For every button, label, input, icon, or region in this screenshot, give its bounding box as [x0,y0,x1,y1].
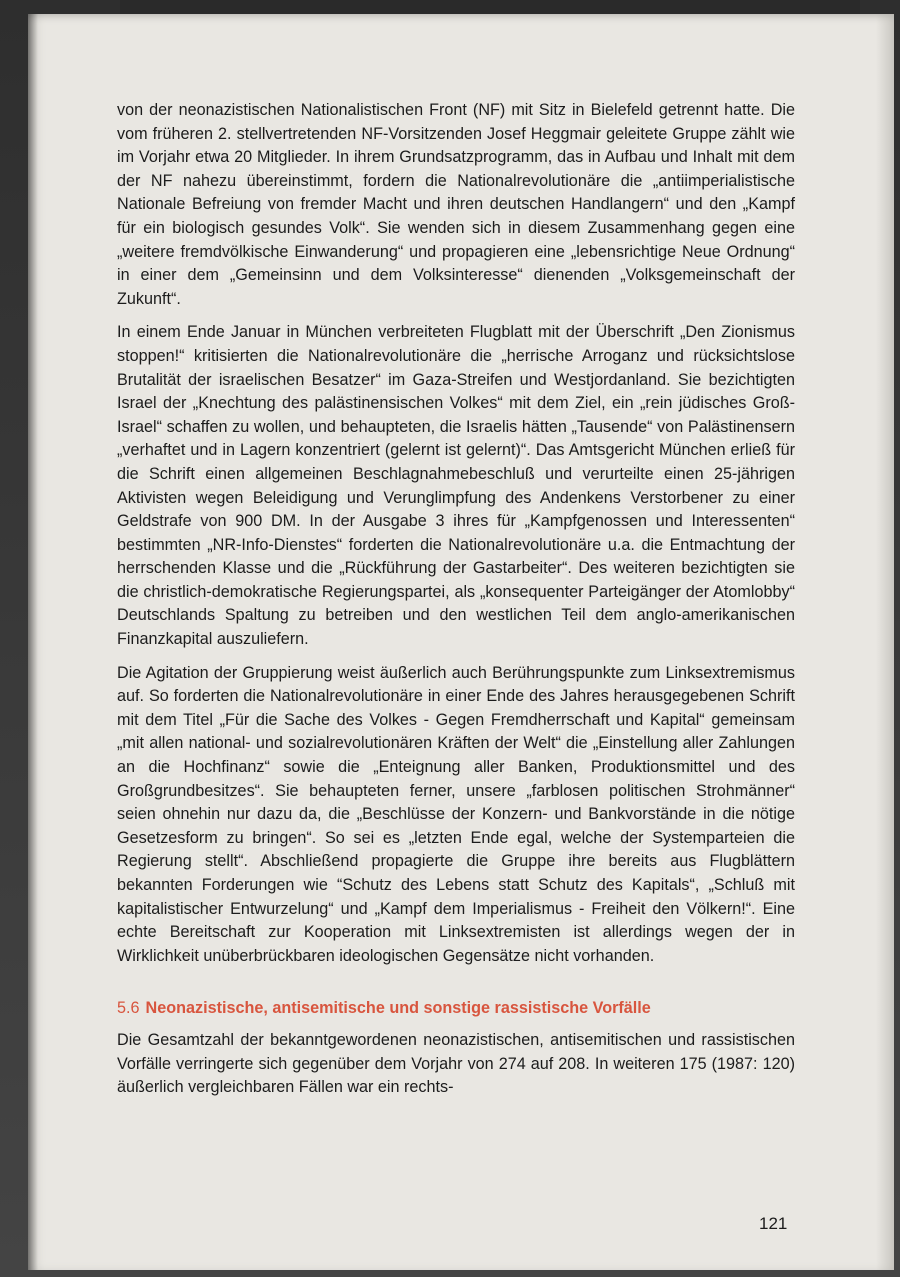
section-heading [117,997,795,1021]
page-gutter-shadow [28,14,38,1270]
paragraph-2: In einem Ende Januar in München verbreiteten Flugblatt mit der Überschrift „Den Zionismus stoppen!“ kritisierten die Nationalrevolutionäre die „herrische Arroganz und rücksichtslose Brutalität der israelischen Besatzer“ im Gaza-Streifen und Westjordanland. Sie bezichtigten Israel der „Knechtung des palästinensischen Volkes“ mit dem Ziel, ein „rein jüdisches Groß-Israel“ schaffen zu wollen, und behaupteten, die Israelis hätten „Tausende“ von Palästinensern „verhaftet und in Lagern konzentriert (gelernt ist gelernt)“. Das Amtsgericht München erließ für die Schrift einen allgemeinen Beschlagnahmebeschluß und verurteilte einen 25-jährigen Aktivisten wegen Beleidigung und Verunglimpfung des Andenkens Verstorbener zu einer Geldstrafe von 900 DM. In der Ausgabe 3 ihres für „Kampfgenossen und Interessenten“ bestimmten „NR-Info-Dienstes“ forderten die Nationalrevolutionäre u.a. die Entmachtung der herrschenden Klasse und die „Rückführung der Gastarbeiter“. Des weiteren bezichtigten sie die christlich-demokratische Regierungspartei, als „konsequenter Parteigänger der Atomlobby“ Deutschlands Spaltung zu betreiben und den westlichen Teil dem anglo-amerikanischen Finanzkapital auszuliefern. [117,323,795,649]
paragraph-1: von der neonazistischen Nationalistischen Front (NF) mit Sitz in Bielefeld getrennt hatte. Die vom früheren 2. stellvertretenden NF-Vorsitzenden Josef Heggmair geleitete Gruppe zählt wie im Vorjahr etwa 20 Mitglieder. In ihrem Grundsatzprogramm, das in Aufbau und Inhalt mit dem der NF nahezu übereinstimmt, fordern die Nationalrevolutionäre die „antiimperialistische Nationale Befreiung von fremder Macht und ihren deutschen Handlangern“ und den „Kampf für ein biologisch gesundes Volk“. Sie wenden sich in diesem Zusammenhang gegen eine „weitere fremdvölkische Einwanderung“ und propagieren eine „lebensrichtige Neue Ordnung“ in einer dem „Gemeinsinn und dem Volksinteresse“ dienenden „Volksgemeinschaft der Zukunft“. [117,101,795,308]
page-number: 121 [759,1214,788,1233]
page-body [117,99,795,1100]
section-number: 5.6 [117,999,140,1018]
section-title: Neonazistische, antisemitische und sonstige rassistische Vorfälle [145,999,651,1018]
paragraph-3: Die Agitation der Gruppierung weist äußerlich auch Berührungspunkte zum Linksextremismus auf. So forderten die Nationalrevolutionäre in einer Ende des Jahres herausgegebenen Schrift mit dem Titel „Für die Sache des Volkes - Gegen Fremdherrschaft und Kapital“ gemeinsam „mit allen national- und sozialrevolutionären Kräften der Welt“ die „Einstellung aller Zahlungen an die Hochfinanz“ sowie die „Enteignung aller Banken, Produktionsmittel und des Großgrundbesitzes“. Sie behaupteten ferner, unsere „farblosen politischen Strohmänner“ seien ohnehin nur dazu da, die „Beschlüsse der Konzern- und Bankvorstände in die nötige Gesetzesform zu bringen“. So sei es „letzten Ende egal, welche der Systemparteien die Regierung stellt“. Abschließend propagierte die Gruppe ihre bereits aus Flugblättern bekannten Forderungen wie “Schutz des Lebens statt Schutz des Kapitals“, „Schluß mit kapitalistischer Entwurzelung“ und „Kampf dem Imperialismus - Freiheit den Völkern!“. Eine echte Bereitschaft zur Kooperation mit Linksextremisten ist allerdings wegen der in Wirklichkeit unüberbrückbaren ideologischen Gegensätze nicht vorhanden. [117,663,795,965]
page-edge [876,14,894,1270]
binding-edge [120,0,860,14]
section-paragraph: Die Gesamtzahl der bekanntgewordenen neonazistischen, antisemitischen und rassistischen Vorfälle verringerte sich gegenüber dem Vorjahr von 274 auf 208. In weiteren 175 (1987: 120) äußerlich vergleichbaren Fällen war ein rechts- [117,1030,795,1097]
